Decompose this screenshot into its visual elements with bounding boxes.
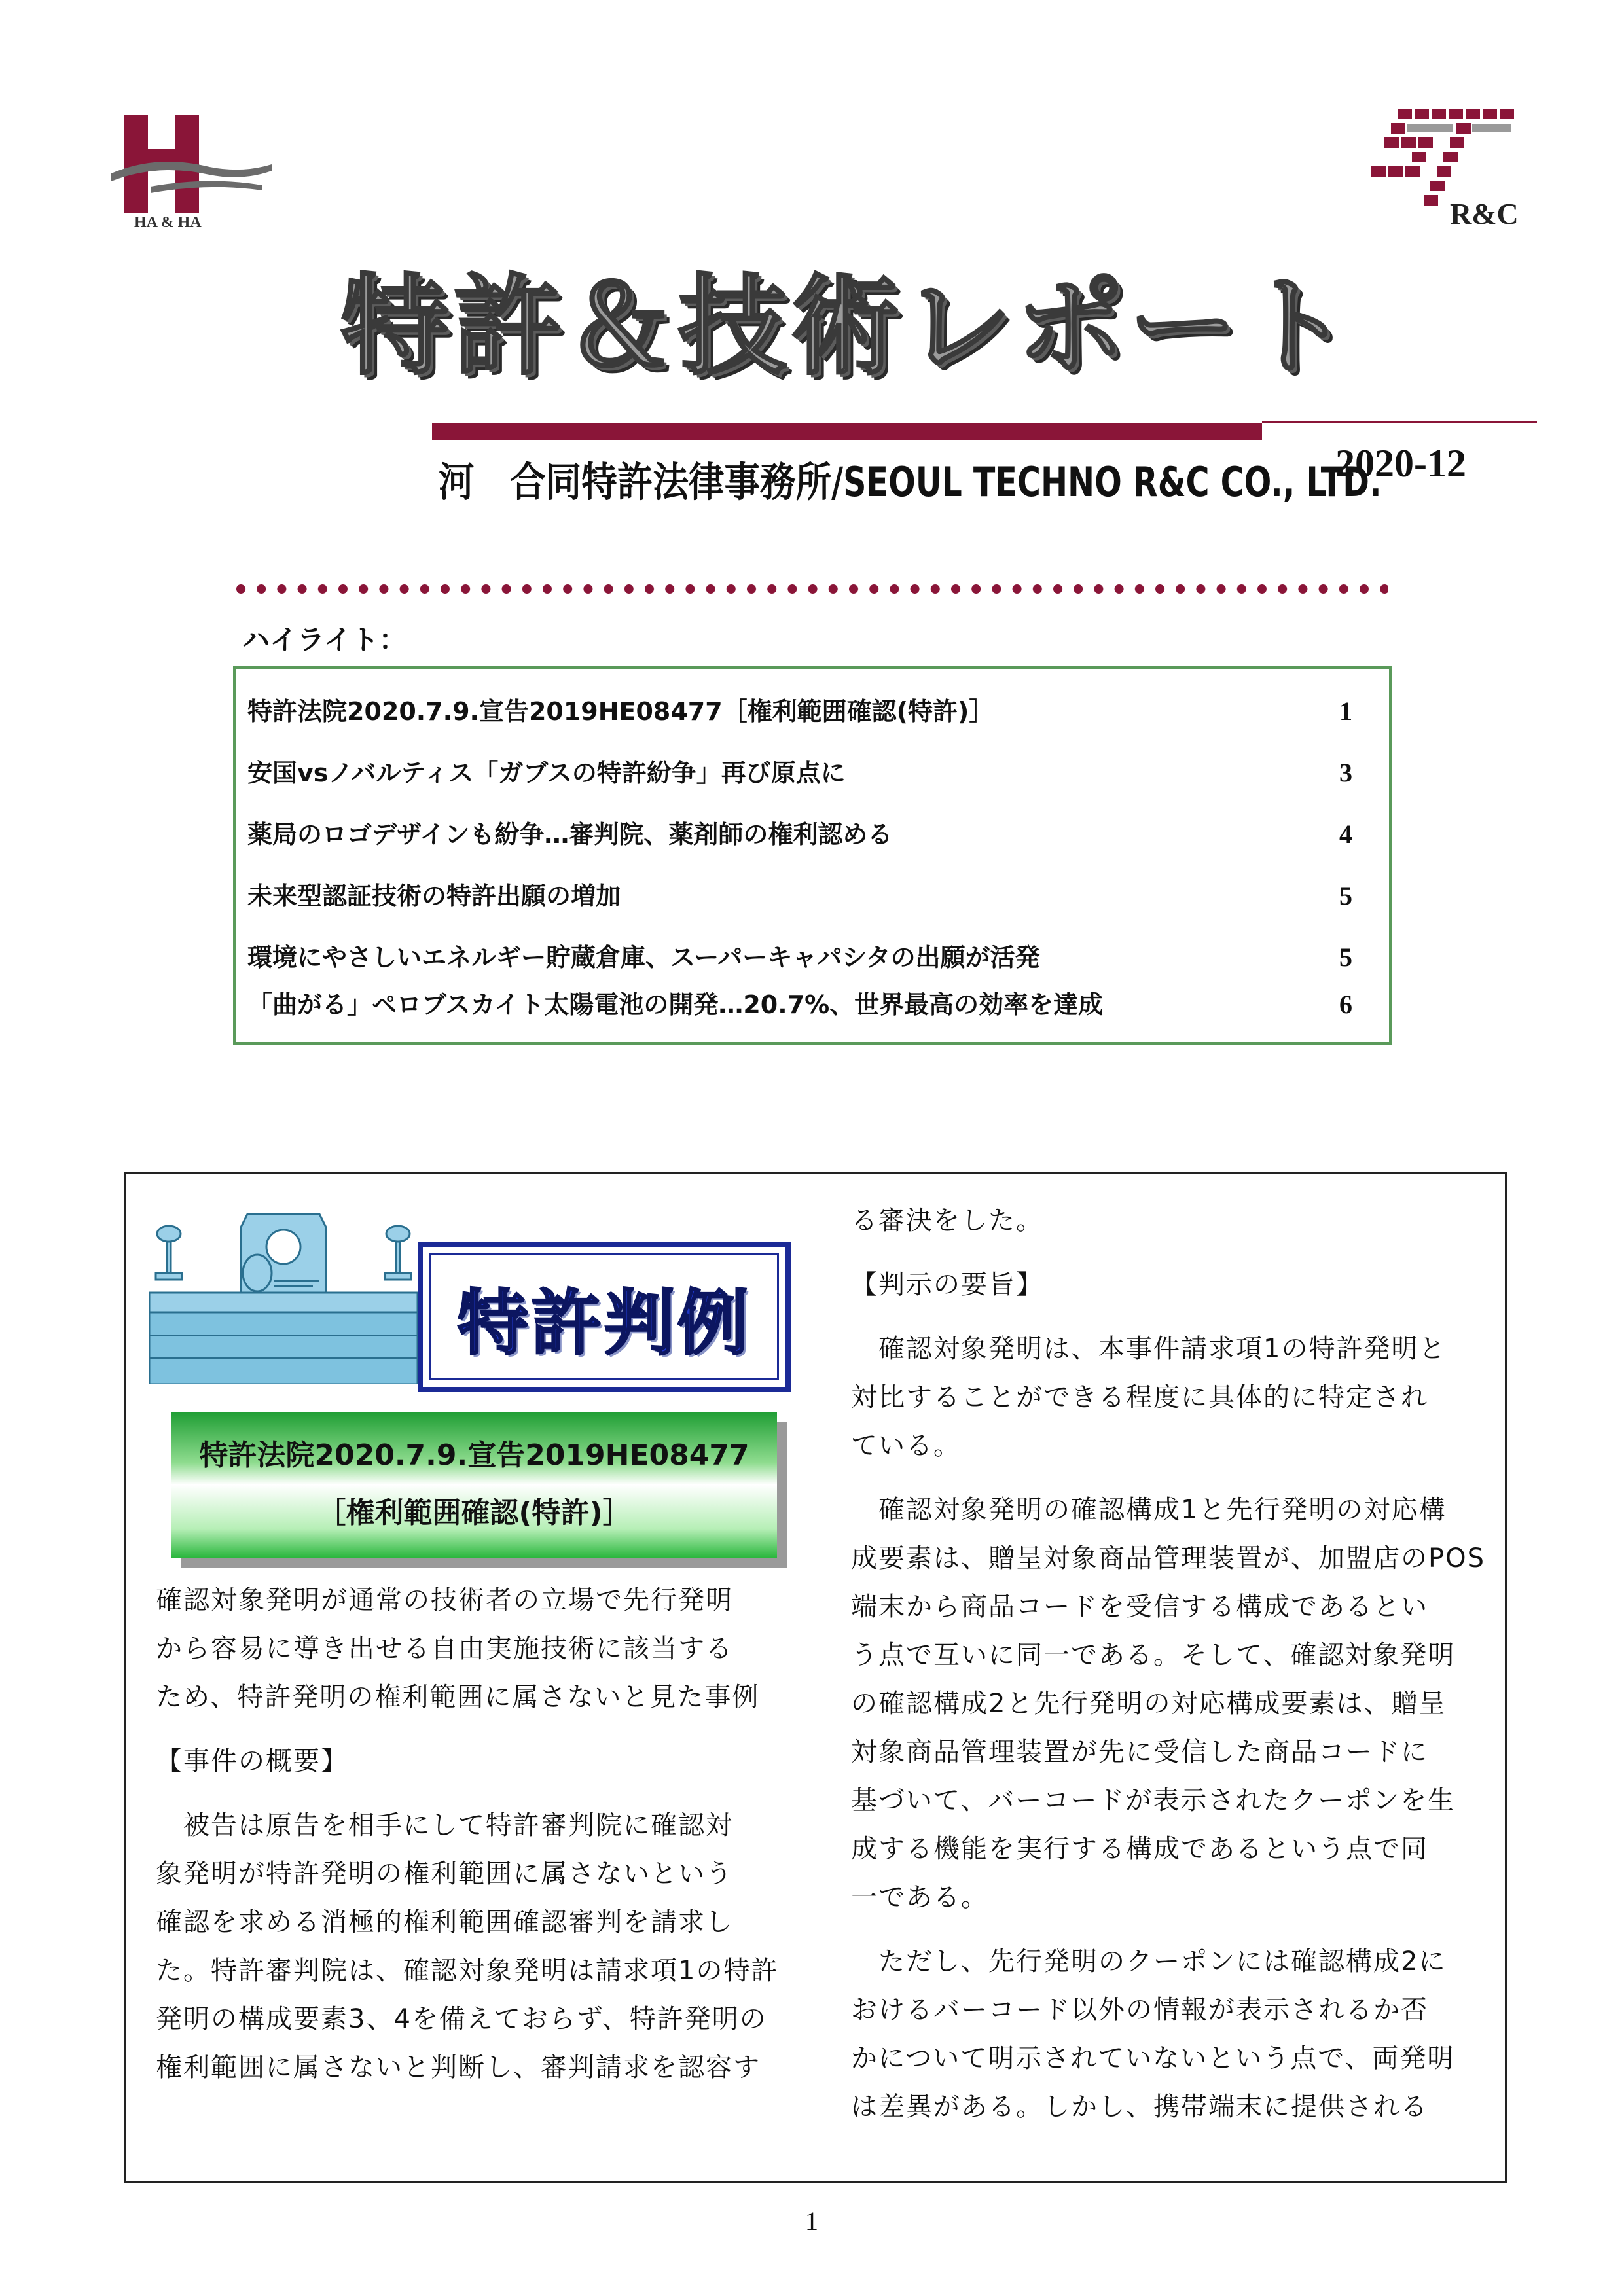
highlight-page: 1 bbox=[1339, 696, 1352, 726]
page-number: 1 bbox=[805, 2206, 818, 2236]
case-title-box bbox=[171, 1412, 777, 1558]
text-line: 確認対象発明が通常の技術者の立場で先行発明 bbox=[156, 1585, 733, 1615]
text-line: 一である。 bbox=[851, 1882, 988, 1912]
case-subtitle: ［権利範囲確認(特許)］ bbox=[317, 1496, 632, 1530]
text-line: ている。 bbox=[851, 1431, 961, 1461]
text-line: かについて明示されていないという点で、両発明 bbox=[851, 2043, 1455, 2073]
issue-number: 2020-12 bbox=[1335, 442, 1466, 485]
left-logo-caption: HA & HA bbox=[134, 214, 202, 231]
text-line: の確認構成2と先行発明の対応構成要素は、贈呈 bbox=[851, 1689, 1447, 1719]
article-right-column bbox=[851, 1196, 1492, 2131]
text-line: 確認対象発明は、本事件請求項1の特許発明と bbox=[851, 1334, 1447, 1364]
text-line: 象発明が特許発明の権利範囲に属さないという bbox=[156, 1859, 733, 1889]
highlight-page: 5 bbox=[1339, 881, 1352, 910]
dotted-divider bbox=[236, 583, 1388, 596]
text-line: 端末から商品コードを受信する構成であるとい bbox=[851, 1592, 1428, 1622]
text-line: 確認対象発明の確認構成1と先行発明の対応構 bbox=[851, 1495, 1447, 1525]
highlight-item[interactable] bbox=[247, 681, 1377, 742]
text-line: 被告は原告を相手にして特許審判院に確認対 bbox=[156, 1810, 733, 1840]
highlights-box bbox=[233, 666, 1392, 1045]
text-line: る審決をした。 bbox=[851, 1206, 1043, 1236]
title-underline-thin bbox=[1262, 421, 1537, 423]
text-line: た。特許審判院は、確認対象発明は請求項1の特許 bbox=[156, 1956, 779, 1986]
highlight-title: 「曲がる」ペロブスカイト太陽電池の開発…20.7%、世界最高の効率を達成 bbox=[247, 990, 1104, 1019]
highlight-item[interactable] bbox=[247, 974, 1377, 1035]
right-logo-caption: R&C bbox=[1450, 197, 1519, 230]
text-line: ため、特許発明の権利範囲に属さないと見た事例 bbox=[156, 1682, 760, 1712]
highlight-title: 特許法院2020.7.9.宣告2019HE08477［権利範囲確認(特許)］ bbox=[247, 697, 994, 726]
section-heading: 【事件の概要】 bbox=[156, 1746, 348, 1776]
highlight-item[interactable] bbox=[247, 804, 1377, 865]
courtroom-icon bbox=[149, 1208, 418, 1384]
text-line: 権利範囲に属さないと判断し、審判請求を認容す bbox=[156, 2053, 761, 2083]
highlights-heading: ハイライト： bbox=[242, 624, 406, 656]
text-line: 基づいて、バーコードが表示されたクーポンを生 bbox=[851, 1785, 1456, 1816]
text-line: う点で互いに同一である。そして、確認対象発明 bbox=[851, 1640, 1456, 1670]
report-title: 特許＆技術レポート bbox=[340, 264, 1354, 390]
highlight-page: 6 bbox=[1339, 990, 1352, 1019]
section-heading: 【判示の要旨】 bbox=[851, 1270, 1043, 1300]
text-line: 成する機能を実行する構成であるという点で同 bbox=[851, 1834, 1428, 1864]
text-line: おけるバーコード以外の情報が表示されるか否 bbox=[851, 1995, 1428, 2025]
highlight-item[interactable] bbox=[247, 742, 1377, 804]
highlight-page: 4 bbox=[1339, 819, 1352, 849]
badge-text: 特許判例 bbox=[457, 1282, 751, 1365]
text-line: から容易に導き出せる自由実施技術に該当する bbox=[156, 1634, 733, 1664]
firm-name: 河 合同特許法律事務所/SEOUL TECHNO R&C CO., LTD. bbox=[439, 458, 1382, 506]
text-line: 対象商品管理装置が先に受信した商品コードに bbox=[851, 1737, 1428, 1767]
highlight-item[interactable] bbox=[247, 865, 1377, 927]
highlight-title: 未来型認証技術の特許出願の増加 bbox=[247, 882, 621, 910]
highlight-title: 薬局のロゴデザインも紛争…審判院、薬剤師の権利認める bbox=[247, 820, 893, 849]
text-line: 発明の構成要素3、4を備えておらず、特許発明の bbox=[156, 2004, 767, 2034]
text-line: は差異がある。しかし、携帯端末に提供される bbox=[851, 2092, 1428, 2122]
highlight-page: 3 bbox=[1339, 758, 1352, 787]
highlight-title: 安国vsノバルティス「ガブスの特許紛争」再び原点に bbox=[247, 759, 846, 787]
text-line: 確認を求める消極的権利範囲確認審判を請求し bbox=[156, 1907, 733, 1937]
highlight-title: 環境にやさしいエネルギー貯蔵倉庫、スーパーキャパシタの出願が活発 bbox=[247, 943, 1040, 972]
text-line: ただし、先行発明のクーポンには確認構成2に bbox=[851, 1946, 1447, 1977]
text-line: 成要素は、贈呈対象商品管理装置が、加盟店のPOS bbox=[851, 1543, 1485, 1573]
patent-cases-badge bbox=[418, 1242, 791, 1392]
text-line: 対比することができる程度に具体的に特定され bbox=[851, 1382, 1428, 1412]
title-underline bbox=[432, 423, 1262, 440]
case-title: 特許法院2020.7.9.宣告2019HE08477 bbox=[199, 1439, 749, 1472]
article-left-column bbox=[156, 1576, 784, 2092]
highlight-page: 5 bbox=[1339, 942, 1352, 972]
